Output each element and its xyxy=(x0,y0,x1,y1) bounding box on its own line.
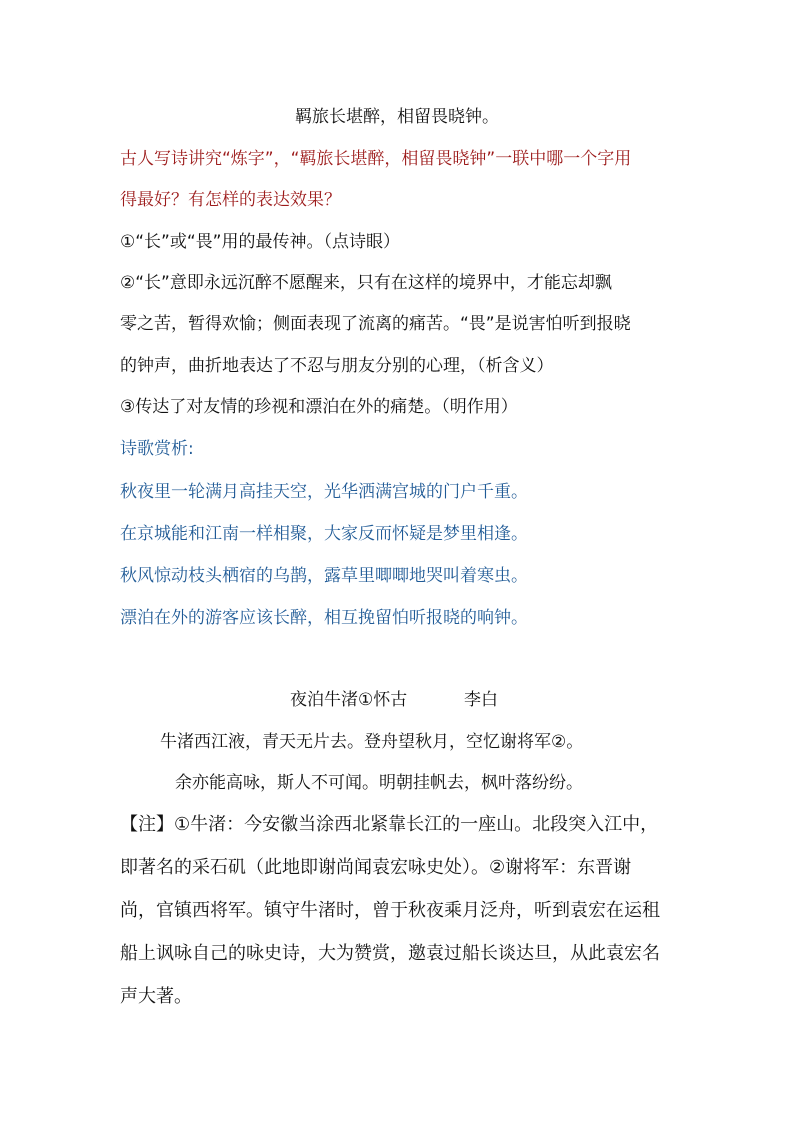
poem2-line-1: 牛渚西江液，青天无片去。登舟望秋月，空忆谢将军②。 xyxy=(160,732,584,752)
poem-verse: 羁旅长堪醉，相留畏晓钟。 xyxy=(295,107,499,127)
appreciation-line-2: 在京城能和江南一样相聚，大家反而怀疑是梦里相逢。 xyxy=(120,524,528,544)
answer-line-4: 的钟声，曲折地表达了不忍与朋友分别的心理，（析含义） xyxy=(120,356,554,376)
question-line-2: 得最好？有怎样的表达效果？ xyxy=(120,190,341,210)
note-line-2: 即著名的采石矶（此地即谢尚闻袁宏咏史处）。②谢将军：东晋谢 xyxy=(120,857,632,878)
note-line-4: 船上讽咏自己的咏史诗，大为赞赏，邀袁过船长谈达旦，从此袁宏名 xyxy=(120,943,660,964)
appreciation-heading: 诗歌赏析: xyxy=(120,439,194,459)
note-line-3: 尚，官镇西将军。镇守牛渚时，曾于秋夜乘月泛舟，听到袁宏在运租 xyxy=(120,900,660,921)
appreciation-line-1: 秋夜里一轮满月高挂天空，光华洒满宫城的门户千重。 xyxy=(120,482,528,502)
answer-line-5: ③传达了对友情的珍视和漂泊在外的痛楚。（明作用） xyxy=(120,397,518,417)
appreciation-line-3: 秋风惊动枝头栖宿的乌鹊，露草里唧唧地哭叫着寒虫。 xyxy=(120,566,528,586)
answer-line-2: ②“长”意即永远沉醉不愿醒来，只有在这样的境界中，才能忘却飘 xyxy=(120,273,612,293)
poem2-title: 夜泊牛渚①怀古 xyxy=(290,690,408,710)
question-line-1: 古人写诗讲究“炼字”，“羁旅长堪醉，相留畏晓钟”一联中哪一个字用 xyxy=(120,149,632,169)
poem2-author: 李白 xyxy=(464,690,498,710)
answer-line-3: 零之苦，暂得欢愉；侧面表现了流离的痛苦。“畏”是说害怕听到报晓 xyxy=(120,314,631,334)
answer-line-1: ①“长”或“畏”用的最传神。（点诗眼） xyxy=(120,232,400,252)
note-line-1: 【注】①牛渚：今安徽当涂西北紧靠长江的一座山。北段突入江中， xyxy=(120,814,659,835)
note-line-5: 声大著。 xyxy=(120,986,192,1007)
appreciation-line-4: 漂泊在外的游客应该长醉，相互挽留怕听报晓的响钟。 xyxy=(120,608,528,628)
poem2-line-2: 余亦能高咏，斯人不可闻。明朝挂帆去，枫叶落纷纷。 xyxy=(175,773,583,793)
